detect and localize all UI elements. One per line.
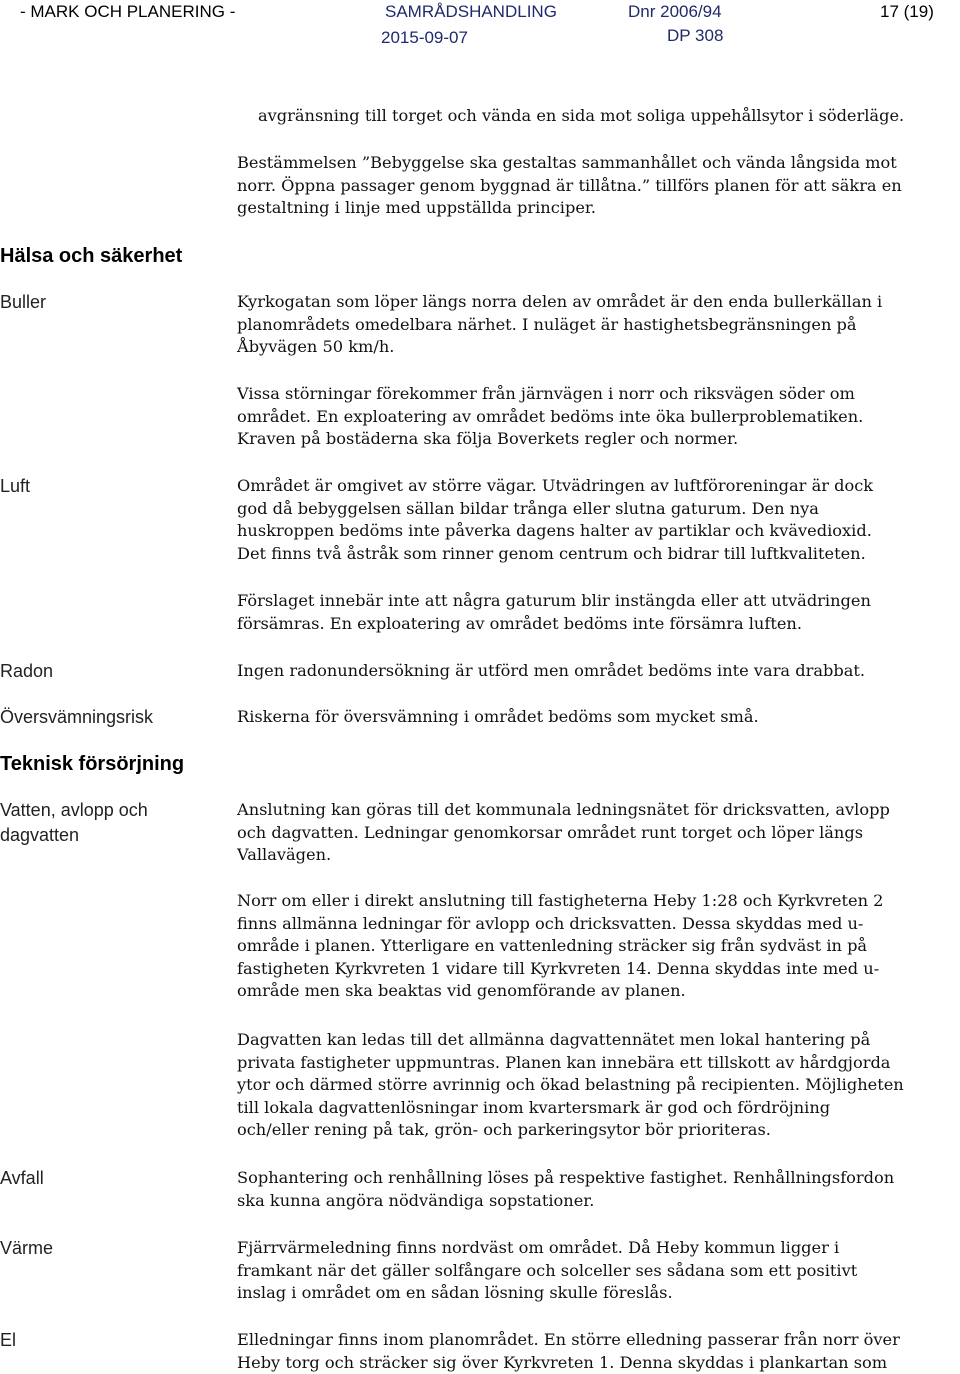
- header-page-number: 17 (19): [880, 2, 934, 21]
- radon-text: Ingen radonundersökning är utförd men området bedöms inte vara drabbat.: [237, 661, 866, 680]
- label-buller: Buller: [0, 292, 47, 312]
- luft-paragraph-2: Förslaget innebär inte att några gaturum blir instängda eller att utvädringen försämras. En exploatering av området bedöms inte försämra luften.: [237, 591, 871, 633]
- label-heating: Värme: [0, 1238, 54, 1258]
- section-heading-technical: Teknisk försörjning: [0, 753, 185, 775]
- label-radon: Radon: [0, 661, 54, 681]
- header-dp: DP 308: [667, 26, 724, 45]
- label-water: Vatten, avlopp och dagvatten: [0, 800, 148, 845]
- intro-paragraph: Bestämmelsen ”Bebyggelse ska gestaltas sammanhållet och vända långsida mot norr. Öppna passager genom byggnad är tillåtna.” tillförs planen för att säkra en gestaltning i linje med uppställda principer.: [237, 153, 902, 218]
- waste-paragraph: Sophantering och renhållning löses på respektive fastighet. Renhållningsfordon ska kunna angöra nödvändiga sopstationer.: [237, 1168, 895, 1210]
- header-document-status: SAMRÅDSHANDLING: [385, 2, 557, 21]
- luft-paragraph-1: Området är omgivet av större vägar. Utvädringen av luftföroreningar är dock god då bebyggelsen sällan bildar trånga eller slutna gaturum. Den nya huskroppen bedöms inte påverka dagens halter av partiklar och kvävedioxid. Det finns två åstråk som rinner genom centrum och bidrar till luftkvaliteten.: [237, 476, 874, 563]
- flood-risk-text: Riskerna för översvämning i området bedöms som mycket små.: [237, 707, 759, 726]
- label-flood-risk: Översvämningsrisk: [0, 707, 154, 727]
- buller-paragraph-1: Kyrkogatan som löper längs norra delen av området är den enda bullerkällan i planområdets omedelbara närhet. I nuläget är hastighetsbegränsningen på Åbyvägen 50 km/h.: [237, 292, 883, 357]
- electricity-paragraph: Elledningar finns inom planområdet. En större elledning passerar från norr över Heby torg och sträcker sig över Kyrkvreten 1. Denna skyddas i plankartan som: [237, 1330, 900, 1372]
- buller-paragraph-2: Vissa störningar förekommer från järnvägen i norr och riksvägen söder om området. En exploatering av området bedöms inte öka bullerproblematiken. Kraven på bostäderna ska följa Boverkets regler och normer.: [237, 384, 864, 449]
- heating-paragraph: Fjärrvärmeledning finns nordväst om området. Då Heby kommun ligger i framkant när det gäller solfångare och solceller ses sådana som ett positivt inslag i området om en sådan lösning skulle föreslås.: [237, 1238, 858, 1303]
- water-paragraph-2: Norr om eller i direkt anslutning till fastigheterna Heby 1:28 och Kyrkvreten 2 finns allmänna ledningar för avlopp och dricksvatten. Dessa skyddas med u- område i planen. Ytterligare en vattenledning sträcker sig från sydväst in på fastigheten Kyrkvreten 1 vidare till Kyrkvreten 14. Denna skyddas inte med u- område men ska beaktas vid genomförande av planen.: [237, 891, 884, 1001]
- label-electricity: El: [0, 1330, 17, 1350]
- intro-line: avgränsning till torget och vända en sida mot soliga uppehållsytor i söderläge.: [258, 106, 905, 125]
- label-luft: Luft: [0, 476, 31, 496]
- water-paragraph-1: Anslutning kan göras till det kommunala ledningsnätet för dricksvatten, avlopp och dagvatten. Ledningar genomkorsar området runt torget och löper längs Vallavägen.: [237, 800, 890, 865]
- header-department: - MARK OCH PLANERING -: [20, 2, 236, 21]
- header-dnr: Dnr 2006/94: [628, 2, 722, 21]
- section-heading-health: Hälsa och säkerhet: [0, 245, 183, 267]
- water-paragraph-3: Dagvatten kan ledas till det allmänna dagvattennätet men lokal hantering på privata fastigheter uppmuntras. Planen kan innebära ett tillskott av hårdgjorda ytor och därmed större avrinnig och ökad belastning på recipienten. Möjligheten till lokala dagvattenlösningar inom kvartersmark är god och fördröjning och/eller rening på tak, grön- och parkeringsytor bör prioriteras.: [237, 1030, 904, 1140]
- header-date: 2015-09-07: [381, 28, 468, 47]
- label-waste: Avfall: [0, 1168, 44, 1188]
